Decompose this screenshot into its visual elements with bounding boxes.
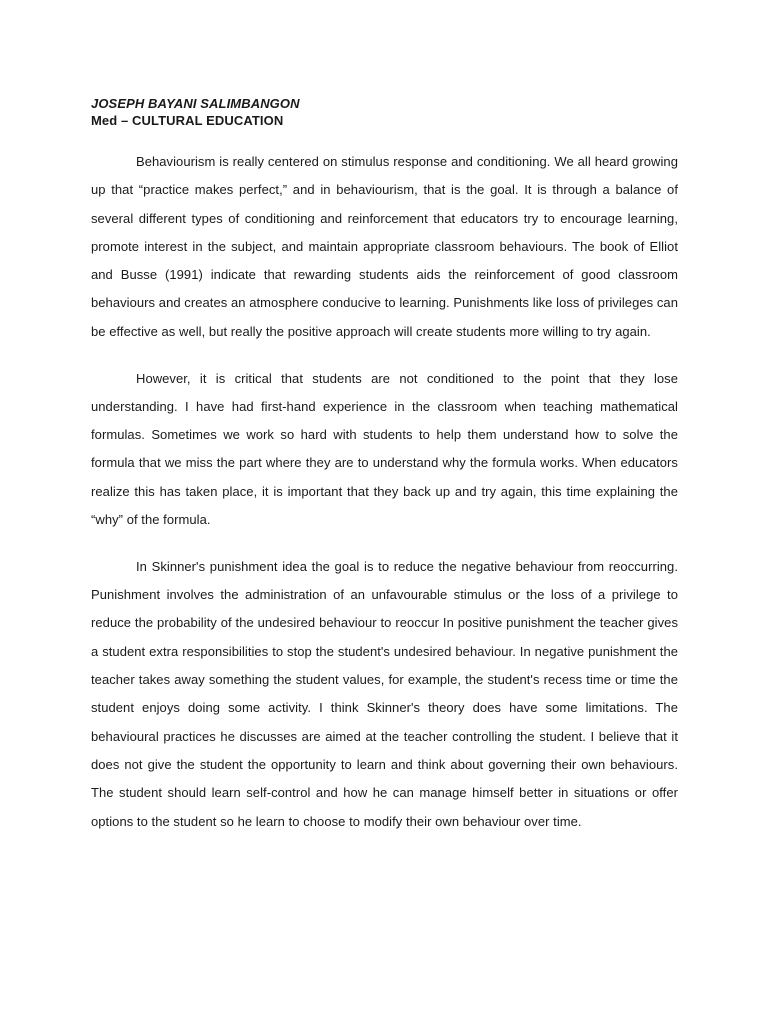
author-name: JOSEPH BAYANI SALIMBANGON (91, 96, 300, 111)
paragraph-behaviourism: Behaviourism is really centered on stimulus response and conditioning. We all heard growing up that “practice makes perfect,” and in behaviourism, that is the goal. It is through a balance of several different types of conditioning and reinforcement that educators try to encourage learning, promote interest in the subject, and maintain appropriate classroom behaviours. The book of Elliot and Busse (1991) indicate that rewarding students aids the reinforcement of good classroom behaviours and creates an atmosphere conducive to learning. Punishments like loss of privileges can be effective as well, but really the positive approach will create students more willing to try again. (91, 154, 678, 339)
document-header (91, 95, 691, 129)
essay-body (91, 148, 678, 854)
paragraph-conditioning-understanding: However, it is critical that students are not conditioned to the point that they lose understanding. I have had first-hand experience in the classroom when teaching mathematical formulas. Sometimes we work so hard with students to help them understand how to solve the formula that we miss the part where they are to understand why the formula works. When educators realize this has taken place, it is important that they back up and try again, this time explaining the “why” of the formula. (91, 370, 678, 528)
paragraph-skinner-punishment: In Skinner's punishment idea the goal is to reduce the negative behaviour from reoccurring. Punishment involves the administration of an unfavourable stimulus or the loss of a privilege to reduce the probability of the undesired behaviour to reoccur In positive punishment the teacher gives a student extra responsibilities to stop the student's undesired behaviour. In negative punishment the teacher takes away something the student values, for example, the student's recess time or time the student enjoys doing some activity. I think Skinner's theory does have some limitations. The behavioural practices he discusses are aimed at the teacher controlling the student. I believe that it does not give the student the opportunity to learn and think about governing their own behaviours. The student should learn self-control and how he can manage himself better in situations or offer options to the student so he learn to choose to modify their own behaviour over time. (91, 558, 678, 829)
program-title: Med – CULTURAL EDUCATION (91, 113, 284, 128)
